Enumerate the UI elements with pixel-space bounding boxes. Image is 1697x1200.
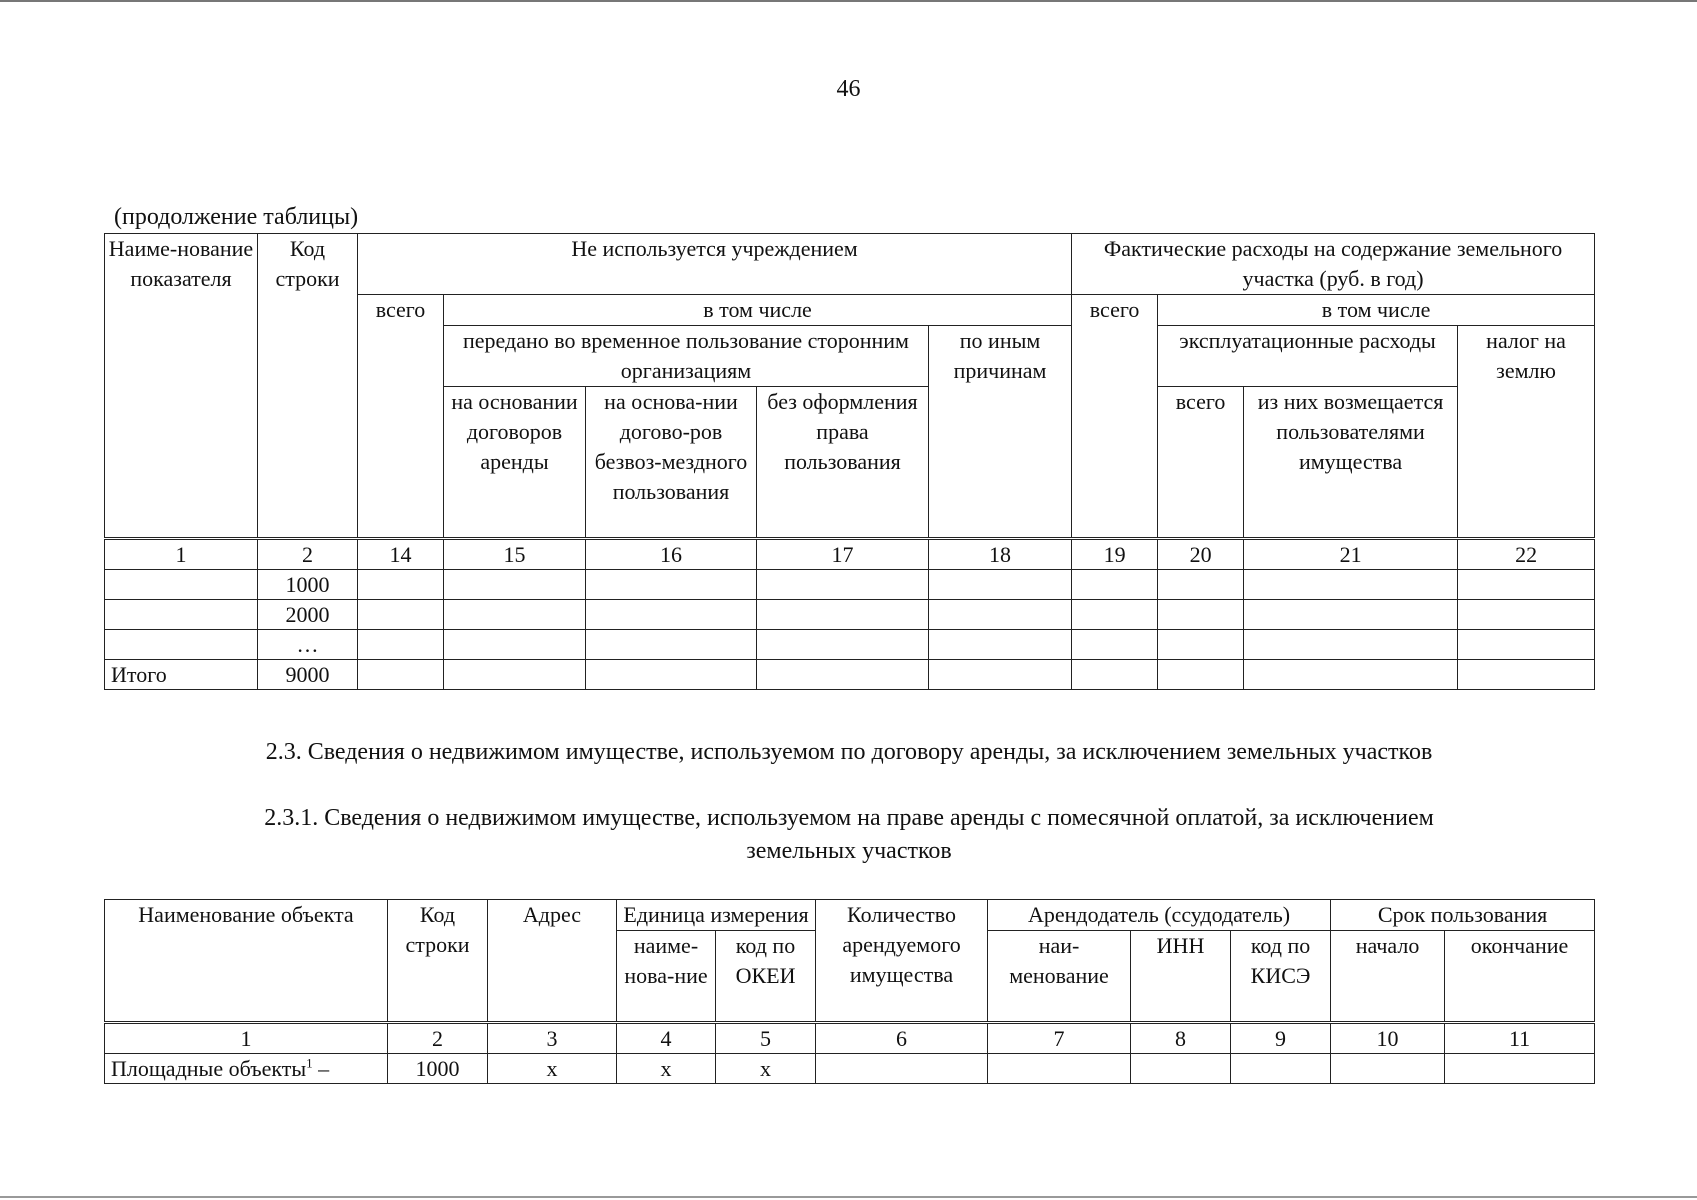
header-quantity: Количество арендуемого имущества xyxy=(816,900,988,1023)
header-other-reasons: по иным причинам xyxy=(929,326,1072,539)
col-num: 10 xyxy=(1331,1023,1445,1054)
header-okei-code: код по ОКЕИ xyxy=(716,931,816,1023)
bottom-border-line xyxy=(0,1196,1697,1198)
col-num: 22 xyxy=(1458,539,1595,570)
col-num: 1 xyxy=(105,539,258,570)
row-name-text: Площадные объекты xyxy=(111,1056,307,1081)
header-kise-code: код по КИСЭ xyxy=(1231,931,1331,1023)
column-number-row xyxy=(105,539,1595,570)
header-lessor: Арендодатель (ссудодатель) xyxy=(988,900,1331,931)
top-border-line xyxy=(0,0,1697,2)
row-name xyxy=(105,1054,388,1084)
page-number: 46 xyxy=(836,76,861,102)
row-name xyxy=(105,630,258,660)
section-2-3-1-line1: 2.3.1. Сведения о недвижимом имуществе, используемом на праве аренды с помесячной оплатой, за исключением xyxy=(264,805,1434,831)
row-okei: х xyxy=(716,1054,816,1084)
footnote-marker: 1 xyxy=(306,1055,313,1071)
col-num: 14 xyxy=(358,539,444,570)
row-name xyxy=(105,600,258,630)
section-2-3-heading: 2.3. Сведения о недвижимом имуществе, используемом по договору аренды, за исключением земельных участков xyxy=(265,739,1433,765)
header-row-code: Код строки xyxy=(388,900,488,1023)
col-num: 15 xyxy=(444,539,586,570)
col-num: 7 xyxy=(988,1023,1131,1054)
header-unit-name: наиме-нова-ние xyxy=(617,931,716,1023)
table-row xyxy=(105,570,1595,600)
row-code: 1000 xyxy=(258,570,358,600)
header-transferred: передано во временное пользование сторонним организациям xyxy=(444,326,929,387)
col-num: 20 xyxy=(1158,539,1244,570)
column-number-row xyxy=(105,1023,1595,1054)
table-row xyxy=(105,600,1595,630)
col-num: 1 xyxy=(105,1023,388,1054)
section-2-3-1-heading xyxy=(104,802,1594,868)
table-continuation-label: (продолжение таблицы) xyxy=(114,204,359,230)
header-operating-total: всего xyxy=(1158,387,1244,539)
row-code: 2000 xyxy=(258,600,358,630)
header-object-name: Наименование объекта xyxy=(105,900,388,1023)
col-num: 11 xyxy=(1445,1023,1595,1054)
table-row xyxy=(105,1054,1595,1084)
col-num: 8 xyxy=(1131,1023,1231,1054)
header-lease-basis: на основании договоров аренды xyxy=(444,387,586,539)
header-inn: ИНН xyxy=(1131,931,1231,1023)
header-not-used-group: Не используется учреждением xyxy=(358,234,1072,295)
header-no-right-formalization: без оформления права пользования xyxy=(757,387,929,539)
table-row-total xyxy=(105,660,1595,690)
header-row-code: Код строки xyxy=(258,234,358,539)
header-land-tax: налог на землю xyxy=(1458,326,1595,539)
header-address: Адрес xyxy=(488,900,617,1023)
header-operating-expenses: эксплуатационные расходы xyxy=(1158,326,1458,387)
col-num: 17 xyxy=(757,539,929,570)
row-code: … xyxy=(258,630,358,660)
header-expenses-total: всего xyxy=(1072,295,1158,539)
header-reimbursed: из них возмещается пользователями имущества xyxy=(1244,387,1458,539)
land-plot-table xyxy=(104,233,1595,690)
header-indicator-name: Наиме-нование показателя xyxy=(105,234,258,539)
col-num: 4 xyxy=(617,1023,716,1054)
header-term-start: начало xyxy=(1331,931,1445,1023)
header-term: Срок пользования xyxy=(1331,900,1595,931)
row-name: Итого xyxy=(105,660,258,690)
header-expenses-including: в том числе xyxy=(1158,295,1595,326)
header-term-end: окончание xyxy=(1445,931,1595,1023)
col-num: 5 xyxy=(716,1023,816,1054)
header-lessor-name: наи-менование xyxy=(988,931,1131,1023)
row-unit-name: х xyxy=(617,1054,716,1084)
header-not-used-total: всего xyxy=(358,295,444,539)
row-name-suffix: – xyxy=(312,1056,330,1081)
leased-property-table xyxy=(104,899,1595,1084)
col-num: 21 xyxy=(1244,539,1458,570)
col-num: 19 xyxy=(1072,539,1158,570)
col-num: 2 xyxy=(258,539,358,570)
header-unit: Единица измерения xyxy=(617,900,816,931)
header-free-use-basis: на основа-нии догово-ров безвоз-мездного пользования xyxy=(586,387,757,539)
col-num: 16 xyxy=(586,539,757,570)
col-num: 3 xyxy=(488,1023,617,1054)
section-2-3-1-line2: земельных участков xyxy=(746,838,952,864)
header-not-used-including: в том числе xyxy=(444,295,1072,326)
row-code: 1000 xyxy=(388,1054,488,1084)
row-name xyxy=(105,570,258,600)
col-num: 9 xyxy=(1231,1023,1331,1054)
table-row xyxy=(105,630,1595,660)
row-code: 9000 xyxy=(258,660,358,690)
header-actual-expenses-group: Фактические расходы на содержание земельного участка (руб. в год) xyxy=(1072,234,1595,295)
col-num: 2 xyxy=(388,1023,488,1054)
row-address: х xyxy=(488,1054,617,1084)
col-num: 6 xyxy=(816,1023,988,1054)
col-num: 18 xyxy=(929,539,1072,570)
